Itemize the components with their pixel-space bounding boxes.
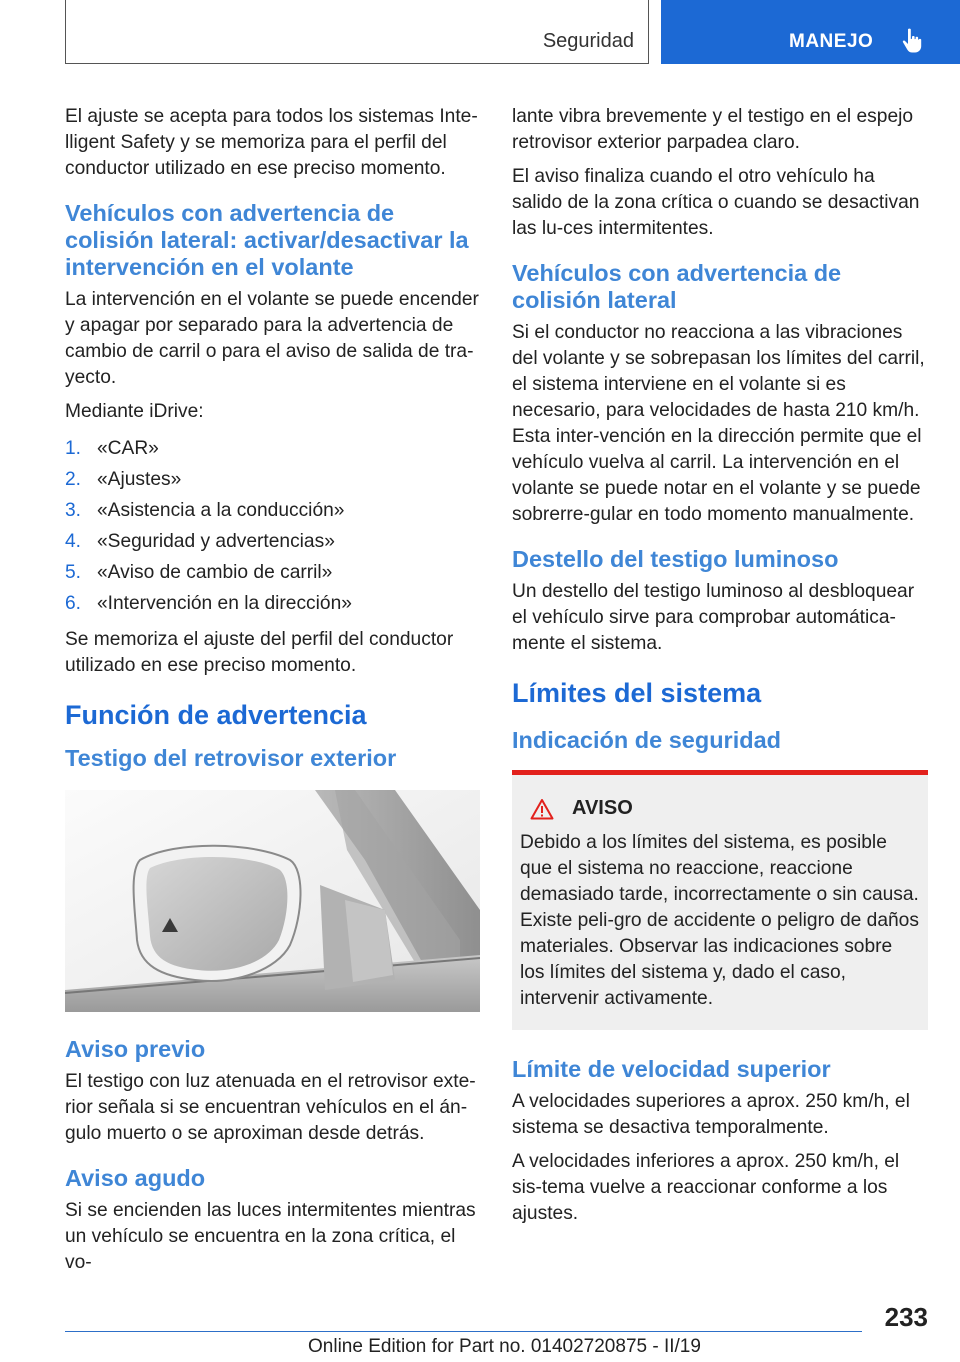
hand-pointer-icon (897, 26, 927, 56)
light-flash-paragraph: Un destello del testigo luminoso al desbloquear el vehículo sirve para comprobar automática-mente el sistema. (512, 581, 915, 654)
speed-limit-paragraph-2: A velocidades inferiores a aprox. 250 km/h, el sis-tema vuelve a reaccionar conforme a los ajustes. (512, 1151, 900, 1224)
idrive-steps-list (65, 433, 480, 619)
speed-limit-paragraph-1: A velocidades superiores a aprox. 250 km/h, el sistema se desactiva temporalmente. (512, 1091, 910, 1138)
header-chapter-tab (661, 0, 960, 64)
warning-title-row (530, 797, 920, 820)
warning-title: AVISO (572, 797, 633, 819)
acute-warning-heading: Aviso agudo (65, 1165, 206, 1191)
collision-toggle-heading: Vehículos con advertencia de colisión lateral: activar/desactivar la intervención en el volante (65, 200, 469, 280)
step-text: «Aviso de cambio de carril» (97, 562, 333, 583)
list-item (65, 464, 480, 495)
step-number: 2. (65, 469, 82, 490)
step-text: «Ajustes» (97, 469, 182, 490)
footer-divider (65, 1331, 862, 1332)
warning-triangle-icon (530, 798, 554, 820)
collision-intervention-paragraph: Si el conductor no reacciona a las vibraciones del volante y se sobrepasan los límites del carril, el sistema interviene en el volante si es necesario, para velocidades de hasta 210 km/h. Esta inter-vención en la dirección permite que el vehículo vuelva al carril. La intervención en el volante se puede notar en el volante y se puede sobrerre-gular en todo momento manualmente. (512, 322, 925, 525)
step-text: «CAR» (97, 438, 159, 459)
step-number: 5. (65, 562, 82, 583)
mirror-indicator-heading: Testigo del retrovisor exterior (65, 745, 397, 771)
warning-box (512, 770, 928, 1030)
pre-warning-paragraph: El testigo con luz atenuada en el retrovisor exte-rior señala si se encuentran vehículos en el án-gulo muerto o se aproximan desde detrás. (65, 1071, 476, 1144)
idrive-paragraph: Mediante iDrive: (65, 401, 204, 422)
step-text: «Asistencia a la conducción» (97, 500, 345, 521)
system-limits-heading: Límites del sistema (512, 678, 762, 708)
step-number: 1. (65, 438, 82, 459)
side-mirror-photo (65, 790, 480, 1012)
step-number: 3. (65, 500, 82, 521)
safety-note-heading: Indicación de seguridad (512, 727, 781, 753)
pre-warning-heading: Aviso previo (65, 1036, 206, 1062)
step-text: «Seguridad y advertencias» (97, 531, 335, 552)
warning-function-heading: Función de advertencia (65, 700, 367, 730)
collision-intervention-heading: Vehículos con advertencia de colisión lateral (512, 260, 842, 313)
light-flash-heading: Destello del testigo luminoso (512, 546, 839, 572)
intro-paragraph: El ajuste se acepta para todos los sistemas Inte-lligent Safety y se memoriza para el perfil del conductor utilizado en ese preciso momento. (65, 106, 478, 179)
list-item (65, 588, 480, 619)
list-item (65, 526, 480, 557)
warning-text: Debido a los límites del sistema, es posible que el sistema no reaccione, reaccione demasiado tarde, incorrectamente o sin causa. Existe peli-gro de accidente o peligro de daños materiales. Observar las indicaciones sobre los límites del sistema y, dado el caso, intervenir activamente. (520, 832, 919, 1009)
header-section-title: Seguridad (542, 30, 634, 52)
acute-warning-continued: lante vibra brevemente y el testigo en el espejo retrovisor exterior parpadea claro. (512, 106, 914, 153)
step-number: 6. (65, 593, 82, 614)
list-item (65, 433, 480, 464)
header-section-box (65, 0, 649, 64)
header-chapter-label: MANEJO (789, 31, 874, 52)
page-number: 233 (884, 1302, 928, 1332)
warning-end-paragraph: El aviso finaliza cuando el otro vehículo ha salido de la zona crítica o cuando se desactivan las lu-ces intermitentes. (512, 166, 920, 239)
step-number: 4. (65, 531, 82, 552)
list-item (65, 557, 480, 588)
acute-warning-paragraph: Si se encienden las luces intermitentes mientras un vehículo se encuentra en la zona crítica, el vo- (65, 1200, 476, 1273)
speed-limit-heading: Límite de velocidad superior (512, 1056, 831, 1082)
memorize-paragraph: Se memoriza el ajuste del perfil del conductor utilizado en ese preciso momento. (65, 629, 454, 676)
footer-edition: Online Edition for Part no. 01402720875 - II/19 (308, 1336, 701, 1357)
left-column (65, 104, 480, 1284)
right-column (512, 104, 928, 1235)
list-item (65, 495, 480, 526)
collision-toggle-paragraph: La intervención en el volante se puede encender y apagar por separado para la advertencia de cambio de carril o para el aviso de salida de tra-yecto. (65, 289, 479, 388)
step-text: «Intervención en la dirección» (97, 593, 352, 614)
